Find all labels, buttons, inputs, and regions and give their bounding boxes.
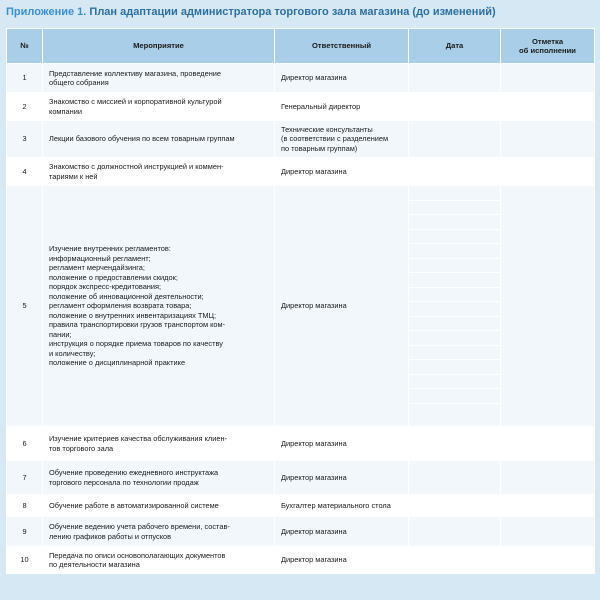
task-line: правила транспортировки грузов транспортом ком- (49, 320, 226, 330)
date-subline (409, 375, 500, 390)
task-line: Знакомство с должностной инструкцией и коммен- (49, 162, 224, 171)
header-task: Мероприятие (43, 29, 275, 64)
row-date (409, 121, 501, 158)
responsible-line: Директор магазина (281, 166, 347, 176)
task-line: положение об инновационной деятельности; (49, 291, 204, 301)
row-responsible (275, 461, 409, 495)
row-number: 10 (7, 547, 43, 574)
date-subline (409, 230, 500, 245)
date-subline (409, 389, 500, 404)
header-responsible: Ответственный (275, 29, 409, 64)
task-line: общего собрания (49, 78, 109, 87)
table-row (7, 64, 595, 93)
header-mark (501, 29, 595, 64)
row-responsible (275, 64, 409, 93)
table-row (7, 427, 595, 461)
row-date (409, 93, 501, 121)
row-task (43, 495, 275, 517)
task-line: положение о дисциплинарной практике (49, 358, 186, 368)
row-task (43, 121, 275, 158)
responsible-line: Директор магазина (281, 472, 347, 482)
row-mark (501, 64, 595, 93)
row-task (43, 93, 275, 121)
header-row (7, 29, 595, 64)
row-responsible (275, 547, 409, 574)
row-number: 5 (7, 186, 43, 427)
task-line: регламент мерчендайзинга; (49, 263, 145, 273)
task-line: Обучение работе в автоматизированной системе (49, 500, 219, 510)
responsible-line: по товарным группам) (281, 143, 358, 153)
row-number: 2 (7, 93, 43, 121)
task-line: компании (49, 106, 82, 116)
adaptation-plan-table (6, 28, 595, 574)
task-line: положение о предоставлении скидок; (49, 272, 178, 282)
row-number: 6 (7, 427, 43, 461)
task-line: регламент оформления возврата товара; (49, 301, 192, 311)
row-date (409, 547, 501, 574)
date-subline (409, 302, 500, 317)
date-subline (409, 215, 500, 230)
responsible-line: Директор магазина (281, 526, 347, 536)
date-subline (409, 346, 500, 361)
table-row (7, 461, 595, 495)
row-number: 3 (7, 121, 43, 158)
caption-title: План адаптации администратора торгового зала магазина (до изменений) (89, 6, 496, 18)
row-responsible (275, 158, 409, 186)
task-line: Изучение внутренних регламентов: (49, 244, 171, 254)
row-mark (501, 517, 595, 547)
header-mark-line1: Отметка (531, 36, 564, 46)
responsible-line: Генеральный директор (281, 101, 361, 111)
row-responsible (275, 517, 409, 547)
row-date (409, 517, 501, 547)
row-task (43, 547, 275, 574)
row-responsible (275, 186, 409, 427)
task-line: торгового персонала по технологии продаж (49, 477, 199, 487)
task-line: Изучение критериев качества обслуживания клиен- (49, 434, 227, 443)
row-mark (501, 121, 595, 158)
table-body (7, 64, 595, 574)
row-responsible (275, 427, 409, 461)
row-responsible (275, 495, 409, 517)
date-subline (409, 360, 500, 375)
date-subline (409, 186, 500, 201)
row-date (409, 461, 501, 495)
row-task (43, 427, 275, 461)
task-line: по деятельности магазина (49, 560, 140, 569)
row-task (43, 461, 275, 495)
row-responsible (275, 93, 409, 121)
task-line: Обучение ведению учета рабочего времени, состав- (49, 522, 230, 531)
task-line: Обучение проведению ежедневного инструктажа (49, 468, 219, 477)
responsible-line: Технические консультанты (281, 124, 373, 134)
row-task (43, 64, 275, 93)
responsible-line: Директор магазина (281, 301, 347, 311)
row-mark (501, 158, 595, 186)
header-date: Дата (409, 29, 501, 64)
table-caption (6, 4, 596, 20)
row-mark (501, 547, 595, 574)
row-number: 7 (7, 461, 43, 495)
date-subline (409, 273, 500, 288)
date-subline (409, 259, 500, 274)
row-task (43, 158, 275, 186)
task-line: Передача по описи основополагающих документов (49, 550, 226, 560)
row-mark (501, 93, 595, 121)
date-subline (409, 331, 500, 346)
task-line: порядок экспресс-кредитования; (49, 282, 162, 292)
table-row (7, 93, 595, 121)
task-line: положение о внутренних инвентаризациях ТМЦ; (49, 310, 217, 320)
task-line: Представление коллективу магазина, проведение (49, 68, 222, 78)
row-date (409, 64, 501, 93)
date-subline (409, 244, 500, 259)
task-line: инструкция о порядке приема товаров по качеству (49, 339, 223, 349)
row-responsible (275, 121, 409, 158)
table-row (7, 495, 595, 517)
row-date (409, 495, 501, 517)
row-mark (501, 461, 595, 495)
row-number: 1 (7, 64, 43, 93)
row-number: 4 (7, 158, 43, 186)
row-task (43, 186, 275, 427)
table-row (7, 517, 595, 547)
row-number: 8 (7, 495, 43, 517)
row-mark (501, 495, 595, 517)
row-date (409, 158, 501, 186)
responsible-line: Директор магазина (281, 73, 347, 83)
task-line: и количеству; (49, 348, 96, 358)
row-date (409, 186, 501, 427)
task-line: Знакомство с миссией и корпоративной культурой (49, 97, 222, 106)
task-line: тариями к ней (49, 171, 98, 181)
row-number: 9 (7, 517, 43, 547)
date-subline (409, 288, 500, 303)
responsible-line: Бухгалтер материального стола (281, 500, 391, 510)
table-row (7, 121, 595, 158)
date-subline (409, 317, 500, 332)
row-mark (501, 186, 595, 427)
row-mark (501, 427, 595, 461)
task-line: Лекции базового обучения по всем товарным группам (49, 134, 235, 144)
table-row (7, 186, 595, 427)
task-line: лению графиков работы и отпусков (49, 531, 172, 541)
date-subline (409, 201, 500, 216)
caption-label: Приложение 1. (6, 6, 87, 18)
table-row (7, 158, 595, 186)
responsible-line: Директор магазина (281, 438, 347, 448)
header-num: № (7, 29, 43, 64)
task-line: тов торгового зала (49, 443, 114, 453)
header-mark-line2: об исполнении (519, 46, 576, 55)
row-date (409, 427, 501, 461)
row-task (43, 517, 275, 547)
task-line: информационный регламент; (49, 253, 151, 263)
table-row (7, 547, 595, 574)
responsible-line: (в соответствии с разделением (281, 134, 389, 144)
task-line: пании; (49, 329, 72, 339)
responsible-line: Директор магазина (281, 555, 347, 565)
